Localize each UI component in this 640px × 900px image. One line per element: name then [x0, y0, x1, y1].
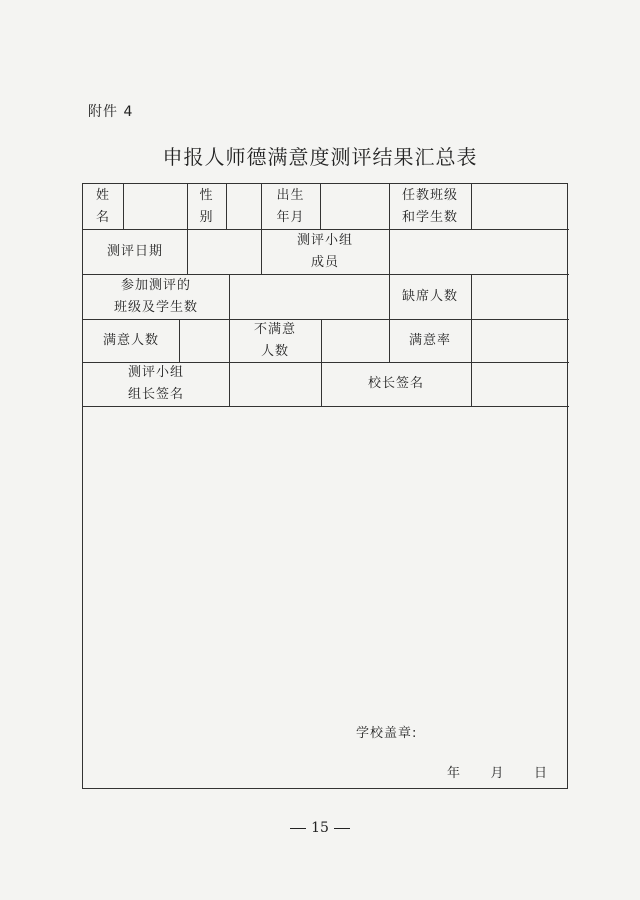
participants-field[interactable]	[229, 274, 389, 319]
participants-label: 参加测评的 班级及学生数	[113, 277, 198, 315]
gender-label: 性 别	[199, 187, 214, 225]
gender-field[interactable]	[226, 184, 261, 229]
rate-field[interactable]	[471, 319, 569, 362]
form-title: 申报人师德满意度测评结果汇总表	[162, 145, 478, 169]
satisfied-field[interactable]	[179, 319, 229, 362]
dash-left	[290, 828, 306, 829]
summary-form-table	[82, 183, 568, 789]
name-field[interactable]	[123, 184, 187, 229]
school-stamp-area[interactable]	[83, 406, 567, 788]
date-label: 测评日期	[106, 243, 163, 259]
date-field[interactable]	[187, 229, 261, 274]
unsatisfied-label: 不满意 人数	[253, 321, 296, 359]
principal-sign-label: 校长签名	[367, 376, 424, 391]
month-label: 月	[490, 766, 504, 781]
stamp-date	[447, 762, 547, 781]
attachment-label: 附件 4	[88, 104, 134, 120]
leader-sign-field[interactable]	[229, 362, 321, 406]
absent-label: 缺席人数	[401, 288, 458, 304]
school-stamp-label: 学校盖章:	[356, 726, 418, 741]
day-label: 日	[533, 766, 547, 781]
page-number: 15	[0, 820, 640, 836]
leader-sign-label: 测评小组 组长签名	[127, 365, 184, 402]
satisfied-label: 满意人数	[102, 332, 159, 348]
unsatisfied-field[interactable]	[321, 319, 389, 362]
rate-label: 满意率	[408, 332, 451, 348]
class-field[interactable]	[471, 184, 569, 229]
class-label: 任教班级 和学生数	[401, 187, 458, 225]
birth-field[interactable]	[320, 184, 389, 229]
dash-right	[334, 828, 350, 829]
absent-field[interactable]	[471, 274, 569, 319]
name-label: 姓 名	[95, 187, 110, 225]
group-members-label: 测评小组 成员	[296, 232, 353, 270]
principal-sign-field[interactable]	[471, 362, 569, 406]
year-label: 年	[447, 766, 461, 781]
birth-label: 出生 年月	[276, 187, 305, 225]
group-members-field[interactable]	[389, 229, 569, 274]
